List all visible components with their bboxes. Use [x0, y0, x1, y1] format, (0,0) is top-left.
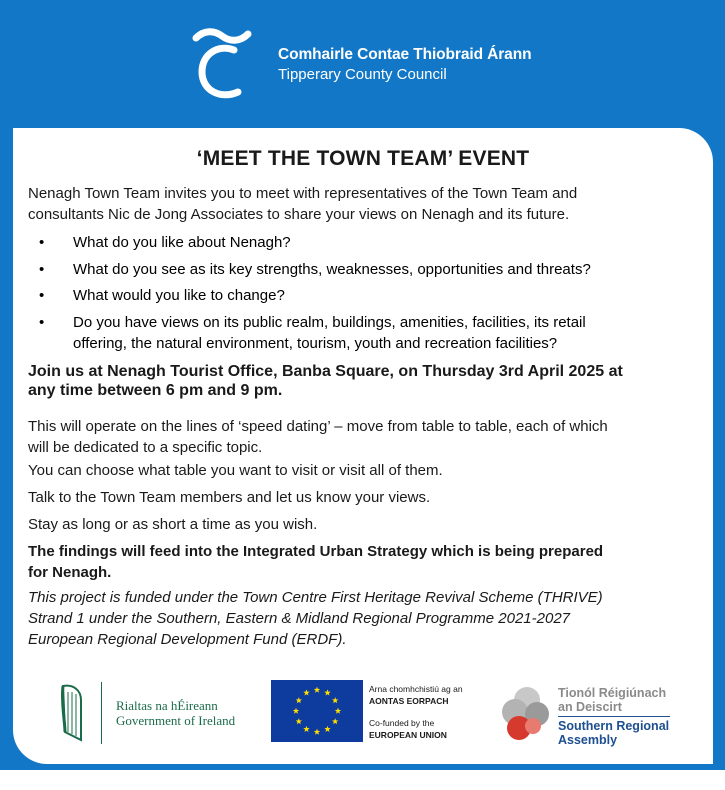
divider	[101, 682, 102, 744]
list-item-text: What do you like about Nenagh?	[73, 234, 291, 251]
southern-assembly-logo-icon	[497, 682, 557, 744]
bullet-icon: •	[39, 234, 45, 251]
findings-line: for Nenagh.	[28, 564, 112, 581]
funding-line: European Regional Development Fund (ERDF).	[28, 631, 347, 648]
header	[0, 0, 725, 128]
eu-cofund-irish: Arna chomhchistiú ag an	[369, 684, 463, 694]
format-line: will be dedicated to a specific topic.	[28, 439, 263, 456]
findings-paragraph	[28, 541, 603, 583]
list-item-text: What would you like to change?	[73, 287, 285, 304]
intro-line: Nenagh Town Team invites you to meet with representatives of the Town Team and	[28, 185, 578, 202]
sra-name-english: Assembly	[558, 733, 618, 747]
gov-name-english: Government of Ireland	[116, 713, 236, 728]
list-item	[28, 285, 698, 306]
funding-line: This project is funded under the Town Centre First Heritage Revival Scheme (THRIVE)	[28, 589, 603, 606]
event-card	[13, 128, 713, 764]
list-item-text: Do you have views on its public realm, buildings, amenities, facilities, its retail	[73, 313, 586, 331]
sra-name-english: Southern Regional	[558, 719, 670, 733]
event-details	[28, 362, 623, 400]
format-paragraph	[28, 416, 608, 458]
choose-paragraph: You can choose what table you want to visit or visit all of them.	[28, 462, 443, 479]
format-line: This will operate on the lines of ‘speed dating’ – move from table to table, each of which	[28, 418, 608, 435]
sra-name-irish: an Deiscirt	[558, 700, 622, 714]
eu-flag-icon	[271, 680, 363, 742]
event-details-line: Join us at Nenagh Tourist Office, Banba Square, on Thursday 3rd April 2025 at	[28, 363, 623, 380]
bullet-icon: •	[39, 313, 45, 331]
sra-name-irish: Tionól Réigiúnach	[558, 686, 667, 700]
list-item	[28, 312, 698, 354]
bullet-icon: •	[39, 287, 45, 304]
eu-name-english: EUROPEAN UNION	[369, 730, 447, 740]
funder-logos	[13, 676, 713, 756]
list-item-text: What do you see as its key strengths, weaknesses, opportunities and threats?	[73, 260, 591, 278]
intro-line: consultants Nic de Jong Associates to share your views on Nenagh and its future.	[28, 206, 570, 223]
harp-icon	[59, 682, 85, 744]
list-item-text: offering, the natural environment, tourism, youth and recreation facilities?	[73, 334, 558, 352]
council-name-irish: Comhairle Contae Thiobraid Árann	[278, 46, 532, 63]
intro-paragraph	[28, 183, 577, 225]
gov-name-irish: Rialtas na hÉireann	[116, 698, 218, 713]
funding-line: Strand 1 under the Southern, Eastern & Midland Regional Programme 2021-2027	[28, 610, 570, 627]
list-item	[28, 259, 698, 280]
question-list	[28, 232, 698, 359]
council-name-english: Tipperary County Council	[278, 66, 447, 83]
stay-paragraph: Stay as long or as short a time as you wish.	[28, 516, 318, 533]
findings-line: The findings will feed into the Integrated Urban Strategy which is being prepared	[28, 543, 604, 560]
bullet-icon: •	[39, 260, 45, 278]
council-logo-icon	[188, 28, 268, 100]
funding-paragraph	[28, 587, 603, 650]
page-title: ‘MEET THE TOWN TEAM’ EVENT	[196, 147, 530, 170]
talk-paragraph: Talk to the Town Team members and let us know your views.	[28, 489, 431, 506]
eu-cofund-english: Co-funded by the	[369, 718, 435, 728]
list-item	[28, 232, 698, 253]
event-details-line: any time between 6 pm and 9 pm.	[28, 382, 283, 399]
eu-name-irish: AONTAS EORPACH	[369, 696, 449, 706]
divider	[558, 716, 670, 717]
